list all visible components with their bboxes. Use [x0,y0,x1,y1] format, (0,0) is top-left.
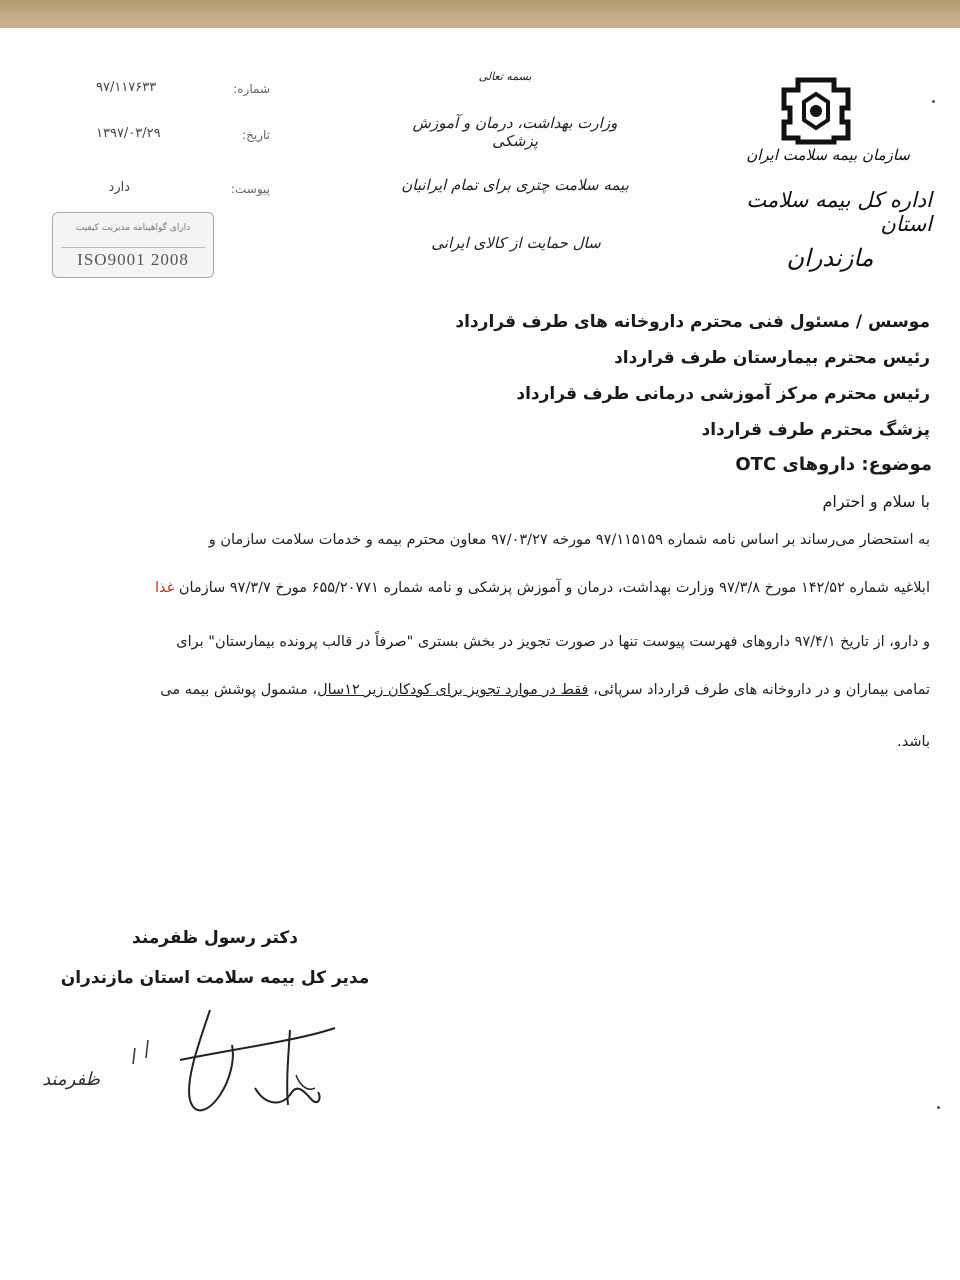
org-department: اداره کل بیمه سلامت استان [746,188,932,236]
slogan-health-umbrella: بیمه سلامت چتری برای تمام ایرانیان [401,176,629,194]
body-line-1: به استحضار می‌رساند بر اساس نامه شماره ۹۷/۱۱۵۱۵۹ مورخه ۹۷/۰۳/۲۷ معاون محترم بیمه و خدمات سلامت سازمان و [208,532,930,548]
body-line-4 [160,682,930,698]
body-line-2 [155,580,930,596]
greeting: با سلام و احترام [822,492,930,511]
ministry-name: وزارت بهداشت، درمان و آموزش پزشکی [412,114,618,150]
addressee-1: موسس / مسئول فنی محترم داروخانه های طرف قرارداد [455,312,930,332]
body-line-4-underlined: فقط در موارد تجویز برای کودکان زیر ۱۲سال [317,682,589,698]
number-value: ۹۷/۱۱۷۶۳۳ [96,80,157,95]
bismillah: بسمه تعالی [478,70,532,83]
body-line-2-highlight: غذا [155,580,175,596]
org-province: مازندران [786,244,874,272]
attachment-label: پیوست: [230,182,270,196]
org-name: سازمان بیمه سلامت ایران [746,146,910,164]
health-insurance-logo-icon [776,76,856,146]
addressee-3: رئیس محترم مرکز آموزشی درمانی طرف قرارداد [516,384,930,404]
iso-stamp [52,212,214,278]
iso-caption: دارای گواهینامه مدیریت کیفیت [75,223,191,233]
body-line-3: و دارو، از تاریخ ۹۷/۴/۱ داروهای فهرست پیوست تنها در صورت تجویز در بخش بستری "صرفاً در قالب پرونده بیمارستان" برای [176,634,930,650]
iso-text: ISO9001 2008 [61,247,205,270]
date-value: ۱۳۹۷/۰۳/۲۹ [96,126,161,141]
body-line-4-text-a: تمامی بیماران و در داروخانه های طرف قرارداد سرپائی، [588,682,930,698]
number-label: شماره: [233,82,270,96]
handwritten-name: ظفرمند [42,1069,100,1090]
slogan-year: سال حمایت از کالای ایرانی [431,234,601,252]
signatory-name: دکتر رسول ظفرمند [132,928,298,948]
body-line-2-text: ابلاغیه شماره ۱۴۲/۵۲ مورخ ۹۷/۳/۸ وزارت بهداشت، درمان و آموزش پزشکی و نامه شماره ۶۵۵/۲۰۷۷۱ مورخ ۹۷/۳/۷ سازمان [174,580,930,596]
subject-line: موضوع: داروهای OTC [735,454,932,475]
addressee-4: پزشگ محترم طرف قرارداد [701,420,930,440]
mark-dot [932,100,935,103]
mark-dot [937,1106,940,1109]
attachment-value: دارد [108,180,130,195]
signatory-title: مدیر کل بیمه سلامت استان مازندران [60,968,370,988]
addressee-2: رئیس محترم بیمارستان طرف قرارداد [614,348,930,368]
handwritten-signature [42,1000,350,1130]
body-line-5: باشد. [897,734,930,750]
body-line-4-text-c: ، مشمول پوشش بیمه می [160,682,318,698]
date-label: تاریخ: [242,128,270,142]
